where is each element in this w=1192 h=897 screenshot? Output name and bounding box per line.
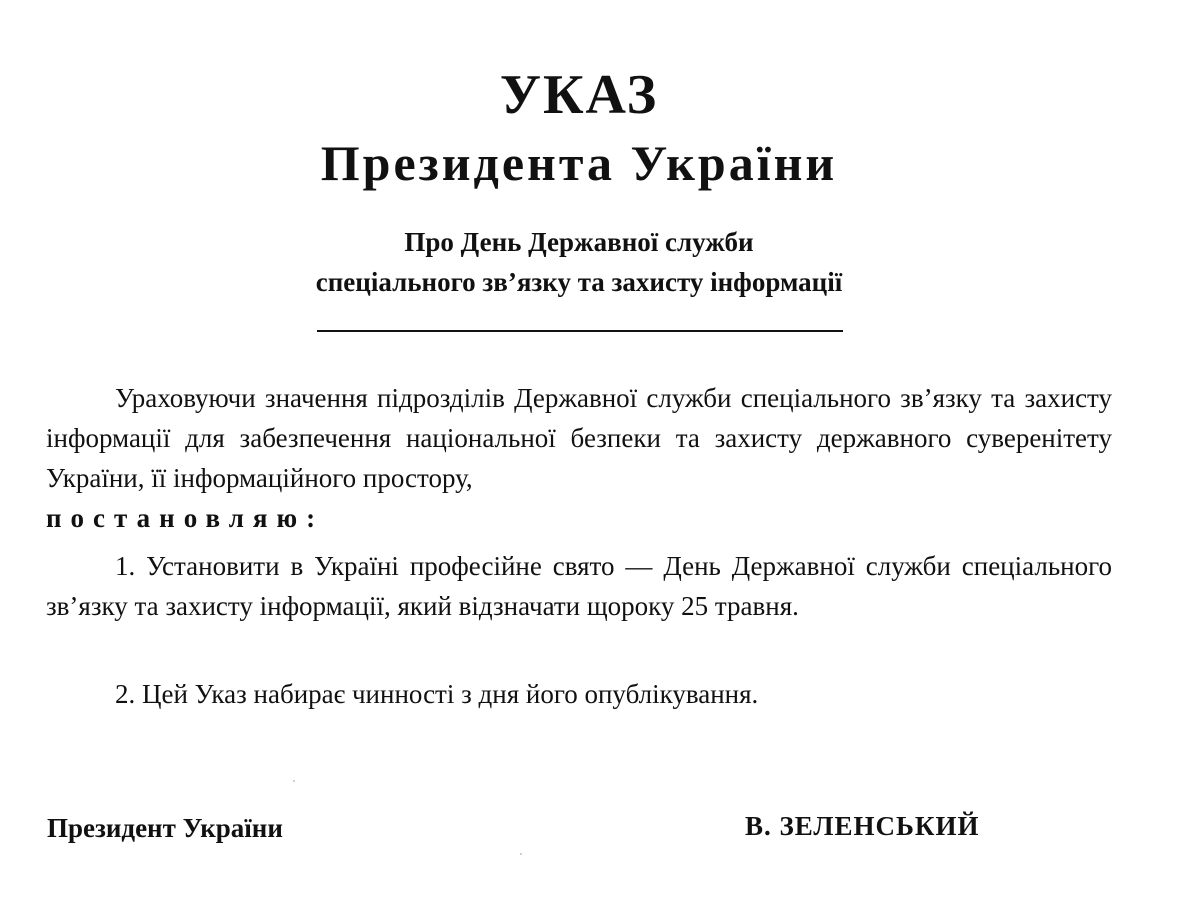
subject-line-2: спеціального зв’язку та захисту інформації: [315, 267, 843, 297]
scan-speck: [520, 853, 522, 855]
subject-line-1: Про День Державної служби: [404, 227, 754, 257]
decree-issuer: Президента України: [320, 135, 838, 191]
decree-resolution-word: постановляю:: [46, 503, 325, 533]
preamble-text: Ураховуючи значення підрозділів Державної служби спеціального зв’язку та захисту інформації для забезпечення національної безпеки та захисту державного суверенітету України, її інформаційного простору,: [46, 383, 1112, 493]
decree-item-1: [46, 546, 1112, 626]
decree-subject: [0, 222, 1158, 302]
signature-name: В. ЗЕЛЕНСЬКИЙ: [745, 811, 980, 841]
decree-item-2-text: 2. Цей Указ набирає чинності з дня його опублікування.: [115, 679, 759, 709]
decree-item-1-text: 1. Установити в Україні професійне свято — День Державної служби спеціального зв’язку та захисту інформації, який відзначати щороку 25 травня.: [46, 551, 1112, 621]
scan-speck: [293, 780, 295, 782]
title-divider: [317, 330, 843, 332]
decree-item-2: [46, 674, 1112, 714]
decree-title: УКАЗ: [499, 64, 659, 126]
signature-title: Президент України: [47, 813, 283, 843]
preamble-paragraph: [46, 378, 1112, 538]
